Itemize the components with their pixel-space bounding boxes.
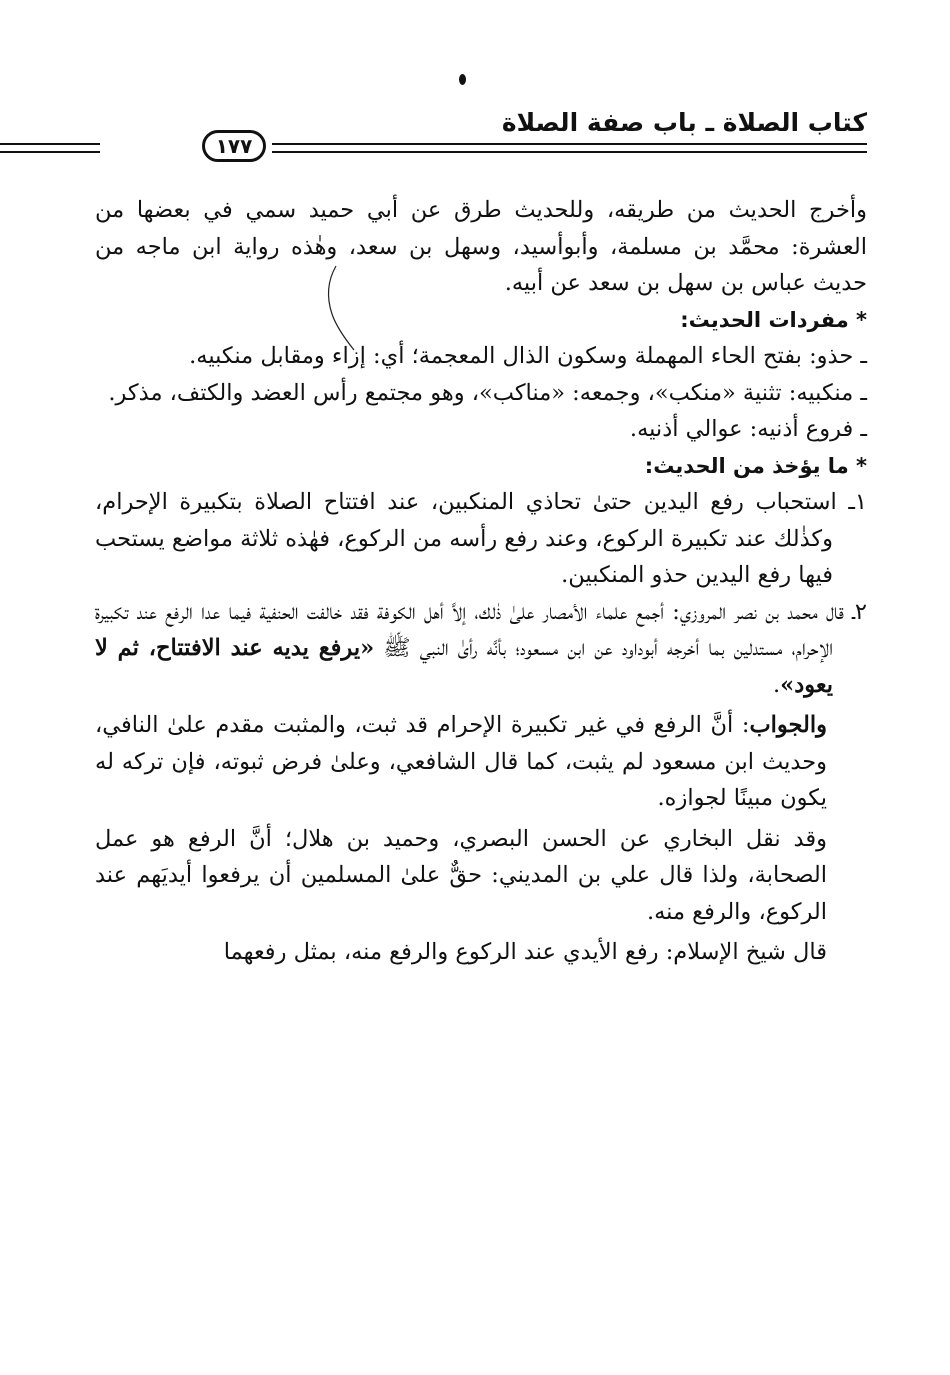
vocab-item-furu-udhunayh: ـ فروع أذنيه: عوالي أذنيه. (629, 416, 867, 442)
paragraph-shaykh-al-islam: قال شيخ الإسلام: رفع الأيدي عند الركوع والرفع منه، بمثل رفعهما (223, 939, 827, 965)
page-number: ١٧٧ (202, 130, 266, 162)
vocab-item-hadhw: ـ حذو: بفتح الحاء المهملة وسكون الذال المعجمة؛ أي: إزاء ومقابل منكبيه. (189, 343, 867, 369)
heading-lessons: * ما يؤخذ من الحديث: (644, 453, 867, 478)
header-rule-left-lower (0, 151, 100, 153)
heading-vocabulary: * مفردات الحديث: (680, 307, 867, 332)
page-header (95, 100, 867, 170)
lesson-2-text: ٢ـ قال محمد بن نصر المروزي: أجمع علماء الأمصار علىٰ ذٰلك، إلاَّ أهل الكوفة فقد خالفت الحنفية فيما عدا الرفع عند تكبيرة الإحرام، مستدلين بما أخرجه أبوداود عن ابن مسعود؛ بأنَّه رأىٰ النبي ﷺ (95, 598, 867, 661)
paragraph-intro: وأخرج الحديث من طريقه، وللحديث طرق عن أبي حميد سمي في بعضها من العشرة: محمَّد بن مسلمة، وأبوأسيد، وسهل بن سعد، وهٰذه رواية ابن ماجه من حديث عباس بن سهل بن سعد عن أبيه. (95, 197, 867, 296)
vocab-item-mankibayh: ـ منكبيه: تثنية «منكب»، وجمعه: «مناكب»، وهو مجتمع رأس العضد والكتف، مذكر. (108, 379, 867, 406)
top-dot-mark (459, 74, 466, 85)
paragraph-answer (95, 707, 867, 817)
lesson-item-2 (95, 594, 867, 704)
lesson-item-1: ١ـ استحباب رفع اليدين حتىٰ تحاذي المنكبين، عند افتتاح الصلاة بتكبيرة الإحرام، وكذٰلك عند تكبيرة الركوع، وعند رفع رأسه من الركوع، فهٰذه ثلاثة مواضع يستحب فيها رفع اليدين حذو المنكبين. (95, 489, 867, 588)
paragraph-bukhari: وقد نقل البخاري عن الحسن البصري، وحميد بن هلال؛ أنَّ الرفع هو عمل الصحابة، ولذا قال علي بن المديني: حقٌّ علىٰ المسلمين أن يرفعوا أيديَهم عند الركوع، والرفع منه. (95, 825, 827, 925)
body-text (95, 192, 867, 971)
answer-text: : أنَّ الرفع في غير تكبيرة الإحرام قد ثبت، والمثبت مقدم علىٰ النافي، وحديث ابن مسعود لم يثبت، كما قال الشافعي، وعلىٰ فرض ثبوته، فإن تركه له يكون مبينًا لجوازه. (95, 712, 827, 811)
header-rule-left-upper (0, 143, 100, 145)
lesson-2-quote: «يرفع يديه عند الافتتاح، ثم لا يعود» (95, 635, 833, 698)
answer-label: والجواب (749, 712, 827, 738)
lesson-2-end: . (773, 671, 781, 698)
running-title: كتاب الصلاة ـ باب صفة الصلاة (501, 108, 867, 137)
